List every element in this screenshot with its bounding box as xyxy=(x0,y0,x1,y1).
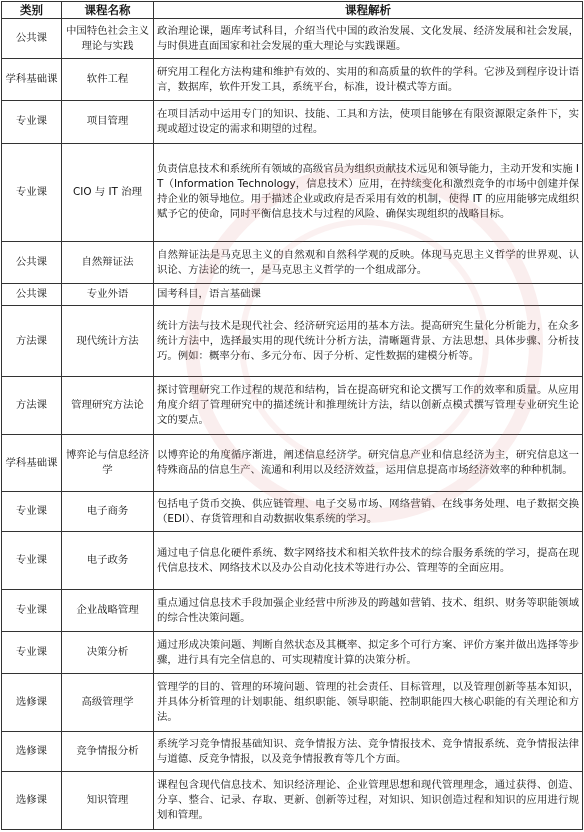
course-name: 博弈论与信息经济学 xyxy=(62,434,154,492)
course-description: 负责信息技术和系统所有领域的高级官员为组织贡献技术远见和领导能力，主动开发和实施 IT（Information Technology，信息技术）应用，在持续变化和激烈竞争的市场中创建并保持企业的领导地位。用于描述企业或政府是否采用有效的机制，使得 IT 的应用能够完成组织赋予它的使命，同时平衡信息技术与过程的风险、确保实现组织的战略目标。 xyxy=(154,143,583,242)
course-name: 高级管理学 xyxy=(62,674,154,732)
header-category: 类别 xyxy=(2,2,62,19)
table-row xyxy=(2,492,583,532)
course-description: 以博弈论的角度循序渐进，阐述信息经济学。研究信息产业和信息经济为主，研究信息这一特殊商品的信息生产、流通和利用以及经济效益，运用信息提高市场经济效率的种种机制。 xyxy=(154,434,583,492)
course-name: CIO 与 IT 治理 xyxy=(62,143,154,242)
table-row xyxy=(2,143,583,242)
table-row xyxy=(2,434,583,492)
course-category: 专业课 xyxy=(2,590,62,632)
course-description: 政治理论课，题库考试科目，介绍当代中国的政治发展、文化发展、经济发展和社会发展，与时俱进直面国家和社会发展的重大理论与实践课题。 xyxy=(154,19,583,59)
course-category: 选修课 xyxy=(2,732,62,772)
course-description: 在项目活动中运用专门的知识、技能、工具和方法，使项目能够在有限资源限定条件下，实现或超过设定的需求和期望的过程。 xyxy=(154,101,583,143)
header-row xyxy=(2,2,583,19)
table-row xyxy=(2,19,583,59)
course-category: 专业课 xyxy=(2,532,62,590)
course-name: 中国特色社会主义理论与实践 xyxy=(62,19,154,59)
course-name: 现代统计方法 xyxy=(62,306,154,377)
course-name: 软件工程 xyxy=(62,59,154,101)
course-name: 自然辩证法 xyxy=(62,242,154,284)
course-category: 公共课 xyxy=(2,242,62,284)
course-description: 自然辩证法是马克思主义的自然观和自然科学观的反映。体现马克思主义哲学的世界观、认识论、方法论的统一，是马克思主义哲学的一个组成部分。 xyxy=(154,242,583,284)
header-course-name: 课程名称 xyxy=(62,2,154,19)
course-category: 公共课 xyxy=(2,19,62,59)
course-description: 课程包含现代信息技术、知识经济理论、企业管理思想和现代管理理念，通过获得、创造、分享、整合、记录、存取、更新、创新等过程，对知识、知识创造过程和知识的应用进行规划和管理。 xyxy=(154,772,583,830)
course-category: 选修课 xyxy=(2,674,62,732)
table-row xyxy=(2,59,583,101)
course-description: 探讨管理研究工作过程的规范和结构，旨在提高研究和论文撰写工作的效率和质量。从应用角度介绍了管理研究中的描述统计和推理统计方法，结以创新点模式撰写管理专业研究生论文的要点。 xyxy=(154,377,583,435)
table-row xyxy=(2,590,583,632)
course-category: 专业课 xyxy=(2,492,62,532)
course-name: 决策分析 xyxy=(62,632,154,674)
course-name: 电子政务 xyxy=(62,532,154,590)
course-name: 专业外语 xyxy=(62,284,154,306)
course-category: 选修课 xyxy=(2,772,62,830)
course-description: 统计方法与技术是现代社会、经济研究运用的基本方法。提高研究生量化分析能力，在众多统计方法中，选择最实用的现代统计分析方法，清晰题背景、方法思想、具体步骤、分析技巧。例如：概率分布、多元分布、因子分析、定性数据的建模分析等。 xyxy=(154,306,583,377)
course-description: 重点通过信息技术手段加强企业经营中所涉及的跨越如营销、技术、组织、财务等职能领域的综合性决策问题。 xyxy=(154,590,583,632)
table-row xyxy=(2,101,583,143)
table-row xyxy=(2,674,583,732)
table-row xyxy=(2,242,583,284)
course-name: 竞争情报分析 xyxy=(62,732,154,772)
course-description: 管理学的目的、管理的环境问题、管理的社会责任、目标管理，以及管理创新等基本知识，并具体分析管理的计划职能、组织职能、领导职能、控制职能四大核心职能的有关理论和方法。 xyxy=(154,674,583,732)
table-row xyxy=(2,377,583,435)
course-name: 企业战略管理 xyxy=(62,590,154,632)
course-category: 专业课 xyxy=(2,143,62,242)
course-description: 通过形成决策问题、判断自然状态及其概率、拟定多个可行方案、评价方案并做出选择等步骤，进行具有完全信息的、可实现精度计算的决策分析。 xyxy=(154,632,583,674)
course-description: 包括电子货币交换、供应链管理、电子交易市场、网络营销、在线事务处理、电子数据交换（EDI）、存货管理和自动数据收集系统的学习。 xyxy=(154,492,583,532)
table-row xyxy=(2,284,583,306)
course-category: 学科基础课 xyxy=(2,434,62,492)
course-name: 电子商务 xyxy=(62,492,154,532)
course-description: 通过电子信息化硬件系统、数字网络技术和相关软件技术的综合服务系统的学习，提高在现代信息技术、网络技术以及办公自动化技术等进行办公、管理等的全面应用。 xyxy=(154,532,583,590)
course-name: 项目管理 xyxy=(62,101,154,143)
table-row xyxy=(2,732,583,772)
course-category: 方法课 xyxy=(2,377,62,435)
course-category: 方法课 xyxy=(2,306,62,377)
table-row xyxy=(2,632,583,674)
course-name: 管理研究方法论 xyxy=(62,377,154,435)
table-row xyxy=(2,306,583,377)
table-row xyxy=(2,772,583,830)
course-category: 专业课 xyxy=(2,632,62,674)
course-category: 学科基础课 xyxy=(2,59,62,101)
course-name: 知识管理 xyxy=(62,772,154,830)
header-description: 课程解析 xyxy=(154,2,583,19)
course-description: 系统学习竞争情报基础知识、竞争情报方法、竞争情报技术、竞争情报系统、竞争情报法律与道德、反竞争情报，以及竞争情报教育等几个方面。 xyxy=(154,732,583,772)
course-category: 专业课 xyxy=(2,101,62,143)
course-table xyxy=(1,1,583,830)
course-category: 公共课 xyxy=(2,284,62,306)
table-row xyxy=(2,532,583,590)
course-description: 国考科目，语言基础课 xyxy=(154,284,583,306)
course-description: 研究用工程化方法构建和维护有效的、实用的和高质量的软件的学科。它涉及到程序设计语言，数据库，软件开发工具，系统平台，标准，设计模式等方面。 xyxy=(154,59,583,101)
